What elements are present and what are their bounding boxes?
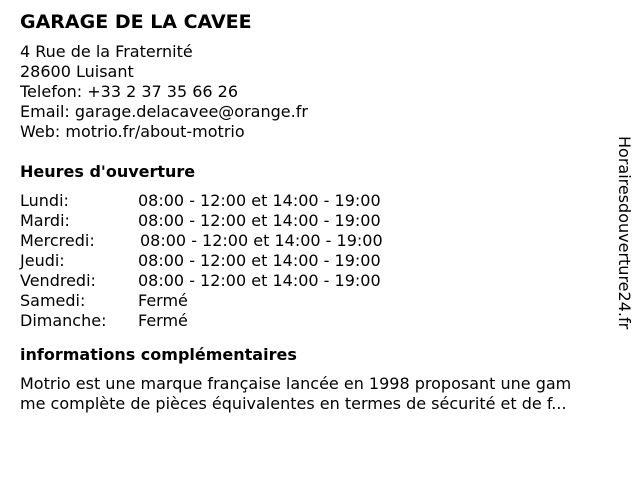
day-label: Samedi:	[20, 291, 86, 310]
opening-hours-heading: Heures d'ouverture	[20, 162, 196, 181]
phone-line: Telefon: +33 2 37 35 66 26	[20, 82, 239, 101]
address-city: 28600 Luisant	[20, 62, 134, 81]
opening-hours-table	[20, 191, 610, 331]
day-label: Vendredi:	[20, 271, 96, 290]
day-hours: Fermé	[138, 311, 188, 330]
day-hours: 08:00 - 12:00 et 14:00 - 19:00	[138, 191, 381, 210]
hours-row-wednesday	[20, 231, 610, 251]
site-watermark: Horairesdouverture24.fr	[615, 136, 634, 330]
hours-row-tuesday	[20, 211, 610, 231]
day-hours: 08:00 - 12:00 et 14:00 - 19:00	[138, 251, 381, 270]
day-hours: 08:00 - 12:00 et 14:00 - 19:00	[140, 231, 383, 250]
day-label: Jeudi:	[20, 251, 65, 270]
email-line: Email: garage.delacavee@orange.fr	[20, 102, 308, 121]
hours-row-saturday	[20, 291, 610, 311]
business-name: GARAGE DE LA CAVEE	[20, 11, 252, 33]
garage-info-card	[20, 8, 610, 414]
description-line-2: me complète de pièces équivalentes en termes de sécurité et de f...	[20, 394, 567, 413]
additional-info-heading: informations complémentaires	[20, 345, 297, 364]
day-label: Mardi:	[20, 211, 70, 230]
day-hours: 08:00 - 12:00 et 14:00 - 19:00	[138, 271, 381, 290]
day-label: Dimanche:	[20, 311, 107, 330]
hours-row-thursday	[20, 251, 610, 271]
hours-row-monday	[20, 191, 610, 211]
web-line: Web: motrio.fr/about-motrio	[20, 122, 245, 141]
day-label: Lundi:	[20, 191, 69, 210]
hours-row-sunday	[20, 311, 610, 331]
day-hours: 08:00 - 12:00 et 14:00 - 19:00	[138, 211, 381, 230]
day-hours: Fermé	[138, 291, 188, 310]
day-label: Mercredi:	[20, 231, 95, 250]
hours-row-friday	[20, 271, 610, 291]
address-street: 4 Rue de la Fraternité	[20, 42, 193, 61]
description-line-1: Motrio est une marque française lancée en 1998 proposant une gam	[20, 374, 572, 393]
